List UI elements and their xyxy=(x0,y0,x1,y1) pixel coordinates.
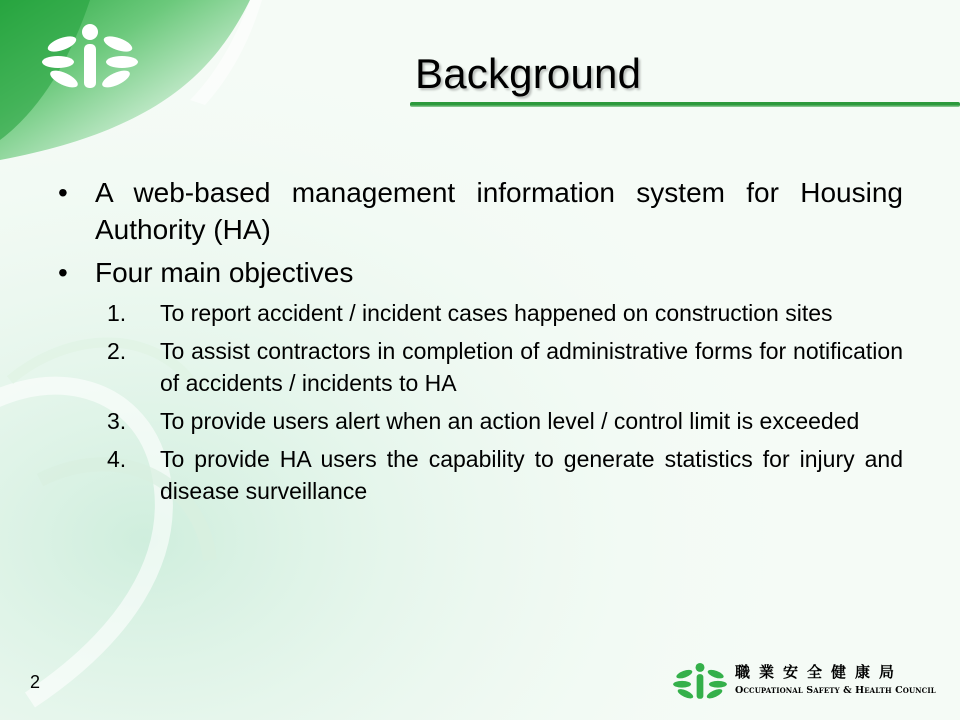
bullet-marker: • xyxy=(58,257,68,288)
slide-content xyxy=(58,174,903,513)
org-name-chinese: 職業安全健康局 xyxy=(735,663,904,681)
objective-item xyxy=(58,335,903,399)
objective-text: To provide users alert when an action level / control limit is exceeded xyxy=(160,408,860,434)
objective-number: 1. xyxy=(107,300,127,326)
oshc-logo-icon xyxy=(672,661,728,703)
objective-item xyxy=(58,297,903,329)
objectives-list xyxy=(58,297,903,507)
bullet-item xyxy=(58,254,903,291)
objective-number: 4. xyxy=(107,446,127,472)
objective-text: To assist contractors in completion of administrative forms for notification of accidents / incidents to HA xyxy=(160,338,903,396)
objective-text: To provide HA users the capability to generate statistics for injury and disease surveillance xyxy=(160,446,903,504)
objective-item xyxy=(58,443,903,507)
oshc-logo-icon xyxy=(40,22,140,94)
page-number: 2 xyxy=(30,672,41,692)
bullet-text: A web-based management information system for Housing Authority (HA) xyxy=(95,177,903,245)
bullet-item xyxy=(58,174,903,248)
slide-title: Background xyxy=(415,50,642,97)
objective-text: To report accident / incident cases happened on construction sites xyxy=(160,300,833,326)
title-underline xyxy=(410,102,960,107)
org-name-english: Occupational Safety & Health Council xyxy=(735,685,936,696)
objective-item xyxy=(58,405,903,437)
objective-number: 3. xyxy=(107,408,127,434)
objective-number: 2. xyxy=(107,338,127,364)
bullet-text: Four main objectives xyxy=(95,257,354,288)
bullet-marker: • xyxy=(58,177,68,208)
